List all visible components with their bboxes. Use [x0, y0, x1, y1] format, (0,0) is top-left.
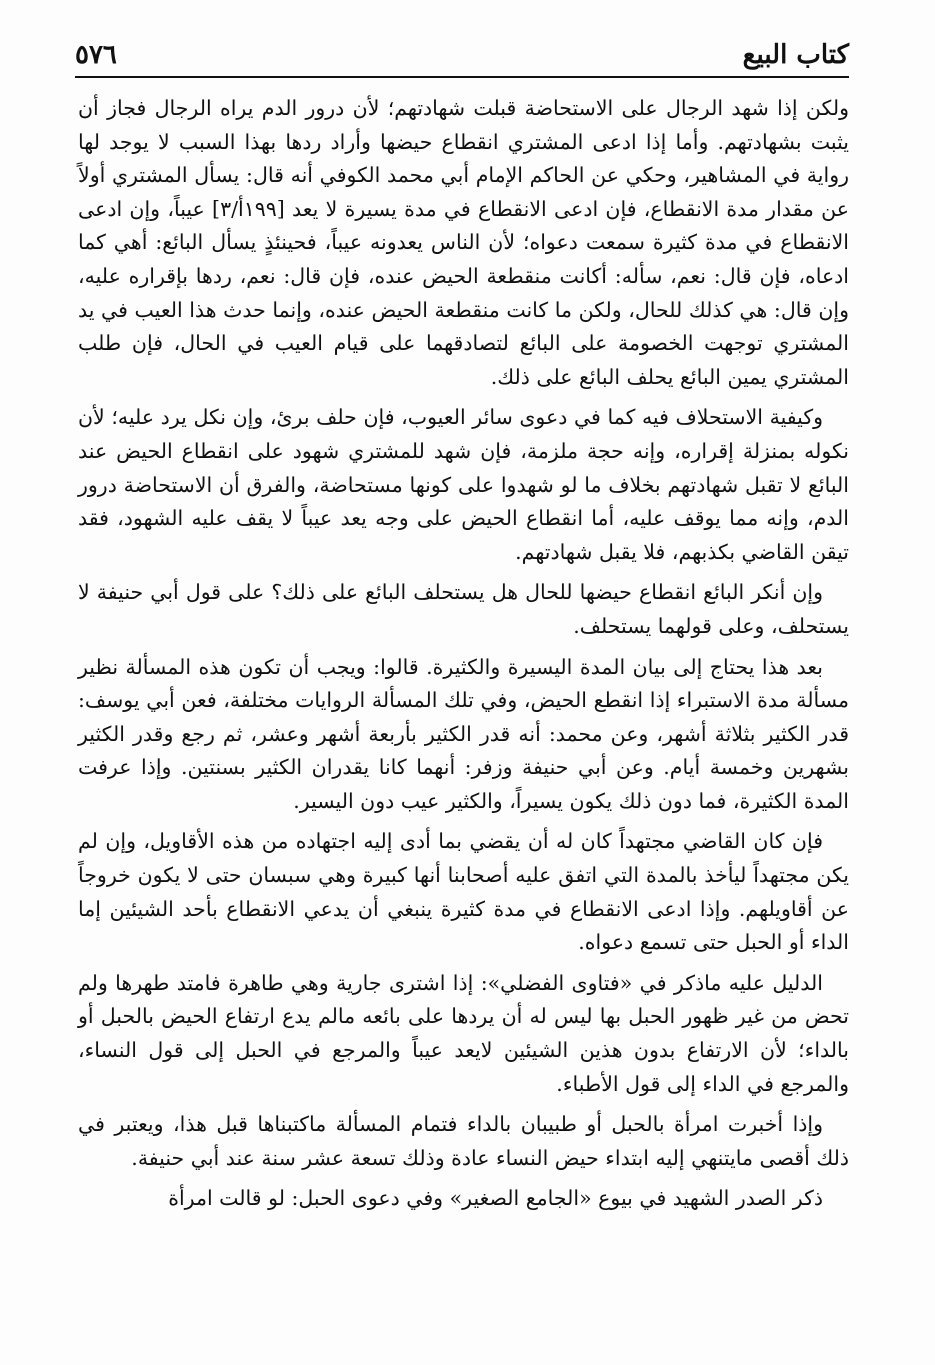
page-header: [75, 32, 849, 70]
paragraph: بعد هذا يحتاج إلى بيان المدة اليسيرة والكثيرة. قالوا: ويجب أن تكون هذه المسألة نظير مسألة مدة الاستبراء إذا انقطع الحيض، وفي تلك المسألة الروايات مختلفة، فعن أبي يوسف: قدر الكثير بثلاثة أشهر، وعن محمد: أنه قدر الكثير بأربعة أشهر وعشر، ثم رجع وقدر الكثير بشهرين وخمسة أيام. وعن أبي حنيفة وزفر: أنهما كانا يقدران الكثير بسنتين. وإذا عرفت المدة الكثيرة، فما دون ذلك يكون يسيراً، والكثير عيب دون اليسير.: [78, 654, 849, 813]
paragraph: وإن أنكر البائع انقطاع حيضها للحال هل يستحلف البائع على ذلك؟ على قول أبي حنيفة لا يستحلف، وعلى قولهما يستحلف.: [78, 580, 849, 638]
page-number: ٥٧٦: [75, 40, 117, 70]
paragraph: الدليل عليه ماذكر في «فتاوى الفضلي»: إذا اشترى جارية وهي طاهرة فامتد طهرها ولم تحض من غير ظهور الحبل بها ليس له أن يردها على بائعه مالم يدع ارتفاع الحيض بالحبل أو بالداء؛ لأن الارتفاع بدون هذين الشيئين لايعد عيباً والمرجع في الحبل إلى قول النساء، والمرجع في الداء إلى قول الأطباء.: [78, 970, 849, 1096]
paragraph: ولكن إذا شهد الرجال على الاستحاضة قبلت شهادتهم؛ لأن درور الدم يراه الرجال فجاز أن يثبت بشهادتهم. وأما إذا ادعى المشتري انقطاع حيضها وأراد ردها بهذا السبب لا يوجد لها رواية في المشاهير، وحكي عن الحاكم الإمام أبي محمد الكوفي أنه قال: يسأل المشتري أولاً عن مقدار مدة الانقطاع، فإن ادعى الانقطاع في مدة يسيرة لا يعد [١٩٩أ/٣] عيباً، وإن ادعى الانقطاع في مدة كثيرة سمعت دعواه؛ لأن الناس يعدونه عيباً، فحينئذٍ يسأل البائع: أهي كما ادعاه، فإن قال: نعم، سأله: أكانت منقطعة الحيض عنده، فإن قال: نعم، ردها بإقراره عليه، وإن قال: هي كذلك للحال، ولكن ما كانت منقطعة الحيض عنده، وإنما حدث هذا العيب في يد المشتري توجهت الخصومة على البائع لتصادقهما على قيام العيب في الحال، فإن طلب المشتري يمين البائع يحلف البائع على ذلك.: [78, 96, 849, 389]
paragraph: ذكر الصدر الشهيد في بيوع «الجامع الصغير» وفي دعوى الحبل: لو قالت امرأة: [168, 1186, 823, 1211]
paragraph: وكيفية الاستحلاف فيه كما في دعوى سائر العيوب، فإن حلف برئ، وإن نكل يرد عليه؛ لأن نكوله بمنزلة إقراره، وإنه حجة ملزمة، فإن شهد للمشتري شهود على انقطاع الحيض عند البائع لا تقبل شهادتهم بخلاف ما لو شهدوا على كونها مستحاضة، والفرق أن الاستحاضة درور الدم، وإنه مما يوقف عليه، أما انقطاع الحيض على وجه يعد عيباً لا يقف عليه الشهود، فقد تيقن القاضي بكذبهم، فلا يقبل شهادتهم.: [78, 405, 849, 564]
header-rule: [75, 76, 849, 78]
running-title: كتاب البيع: [742, 40, 849, 70]
paragraph: فإن كان القاضي مجتهداً كان له أن يقضي بما أدى إليه اجتهاده من هذه الأقاويل، وإن لم يكن مجتهداً ليأخذ بالمدة التي اتفق عليه أصحابنا أنها كبيرة وهي سبسان حتى لا يكون خروجاً عن أقاويلهم. وإذا ادعى الانقطاع في مدة كثيرة ينبغي أن يدعي الانقطاع بأحد الشيئين إما الداء أو الحبل حتى تسمع دعواه.: [78, 829, 849, 955]
page-body: [78, 92, 849, 1223]
paragraph: وإذا أخبرت امرأة بالحبل أو طبيبان بالداء فتمام المسألة ماكتبناها قبل هذا، ويعتبر في ذلك أقصى مايتنهي إليه ابتداء حيض النساء عادة وذلك تسعة عشر سنة عند أبي حنيفة.: [78, 1112, 849, 1170]
